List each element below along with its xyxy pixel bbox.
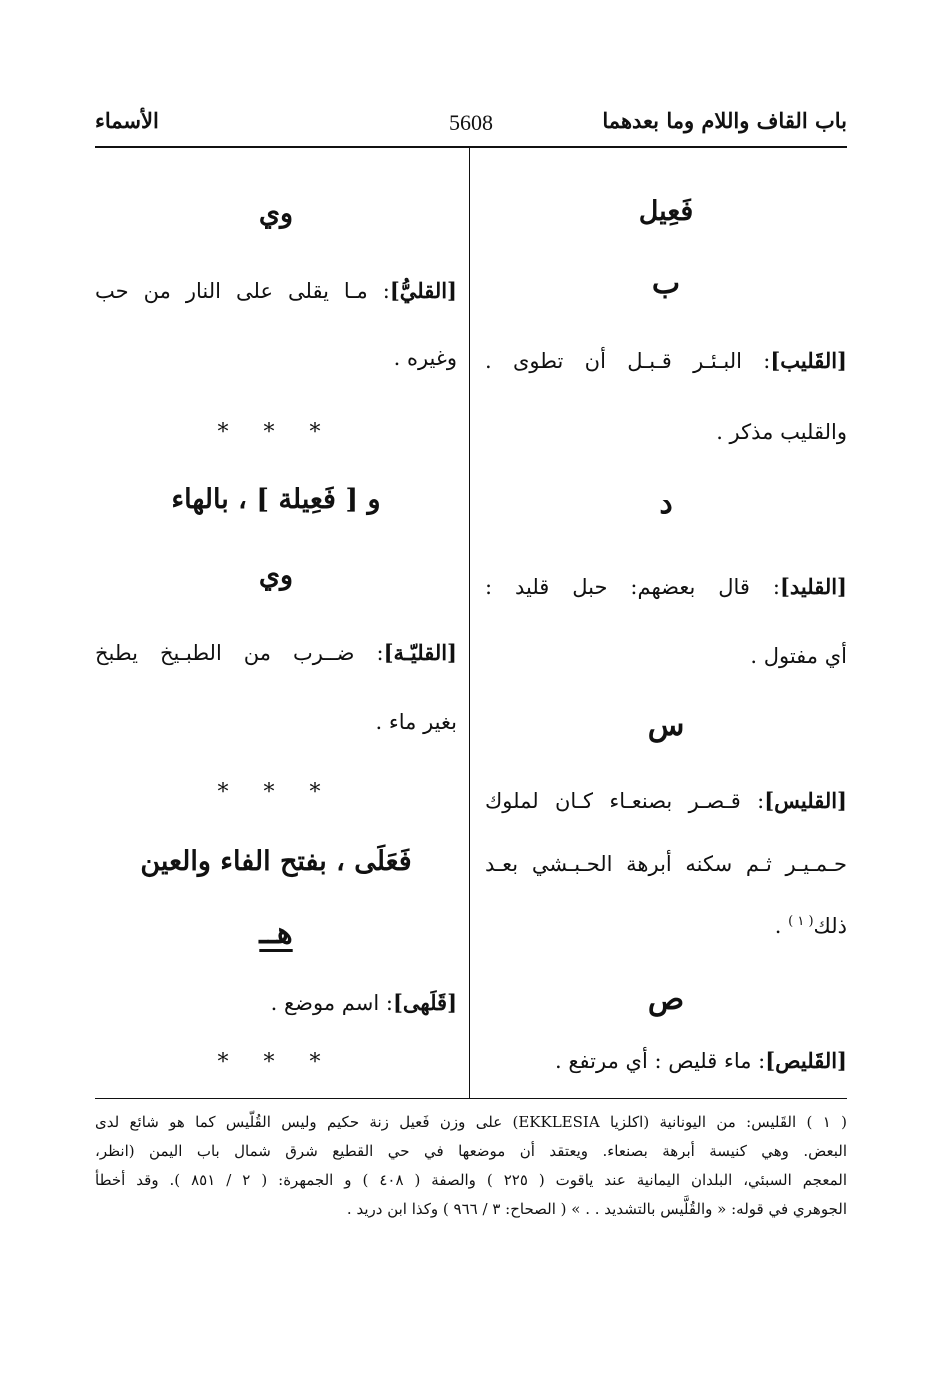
lemma-qalid: [القليد] [779,574,847,599]
entry-qalis2 [485,1048,847,1073]
entry-qalid-line2: أي مفتول . [750,644,847,668]
definition-qalib: : البـئـر قـبـل أن تطوى . [485,349,771,373]
entry-qaly [95,278,457,303]
entry-qaliyya-line2: بغير ماء . [375,710,457,734]
definition-qalha: : اسم موضع . [270,991,393,1015]
subheading-with-ha: و [ فَعِيلة ] ، بالهاء [171,484,381,515]
entry-qaly-line2: وغيره . [393,346,457,370]
footnote-line-4: الجوهري في قوله: « والقُلَّيس بالتشديد . . » ( الصحاح: ٣ / ٩٦٦ ) وكذا ابن دريد . [346,1200,847,1218]
letter-heading-b: ب [651,266,681,301]
entry-qalis-line2: حـمـيـر ثـم سكنه أبرهة الحـبـشي بعـد [485,852,847,876]
root-heading-wy: وي [258,198,294,229]
pattern-heading-fala: فَعَلَى ، بفتح الفاء والعين [140,846,412,877]
lemma-qaly: [القليُّ] [389,278,457,303]
lemma-qalha: [قَلَهى] [392,990,457,1015]
section-separator-stars-3: * * * [217,1050,335,1075]
entry-qalis [485,788,847,813]
entry-qalis-line3-text: ذلك [813,914,847,938]
letter-heading-s: س [647,708,685,743]
entry-qalid [485,574,847,599]
section-separator-stars: * * * [217,420,335,445]
page-header [95,108,847,144]
entry-qaliyya [95,640,457,665]
definition-qalis: : قـصـر بصنعـاء كـان لملوك [485,789,765,813]
entry-qalib [485,348,847,373]
footnote-line-2: البعض. وهي كنيسة أبرهة بصنعاء. ويعتقد أن موضعها في حي القطيع شرق شمال باب اليمن (انظر، [95,1142,847,1160]
letter-heading-h-text: هــ [259,916,293,951]
definition-qalid: : قال بعضهم: حبل قليد : [485,575,780,599]
lemma-qalis: [القليس] [764,788,847,813]
letter-heading-h [95,916,457,951]
lemma-qaliyya: [القليّـة] [383,640,457,665]
entry-qalha [95,990,457,1015]
left-column [95,148,457,1098]
footnote-rule [95,1098,847,1099]
footnotes [95,1108,847,1224]
footnote-marker: ( ١ ) [788,914,814,929]
page-number: 5608 [449,110,493,135]
lemma-qalis2: [القَليص] [765,1048,847,1073]
footnote-line-1: ( ١ ) القَليس: من اليونانية (اكلزيا EKKLESIA) على وزن فَعيل زنة حكيم وليس القُلّيس كما هو شائع لدى [95,1113,847,1131]
entry-qalib-line2: والقليب مذكر . [716,420,847,444]
definition-qalis2: : ماء قليص : أي مرتفع . [555,1049,766,1073]
definition-qaliyya: : ضــرب من الطبـيخ يطبخ [95,641,384,665]
column-divider [469,148,470,1098]
entry-qalis-line3 [485,914,847,938]
running-title-section: الأسماء [95,108,159,133]
right-column [485,148,847,1098]
definition-qaly: : مـا يقلى على النار من حب [95,279,390,303]
footnote-line-3: المعجم السبئي، البلدان اليمانية عند ياقوت ( ٢٢٥ ) والصفة ( ٤٠٨ ) و الجمهرة: ( ٢ / ٨٥١ ). وقد أخطأ [95,1171,848,1189]
lemma-qalib: [القَليب] [770,348,847,373]
section-separator-stars-2: * * * [217,780,335,805]
letter-heading-sad: ص [647,982,685,1017]
running-title-chapter: باب القاف واللام وما بعدهما [602,108,847,133]
letter-heading-d: د [659,486,673,521]
root-heading-wy-2: وي [258,560,294,591]
pattern-heading-faeel: فَعِيل [638,196,694,227]
entry-qalis-end: . [774,914,782,938]
